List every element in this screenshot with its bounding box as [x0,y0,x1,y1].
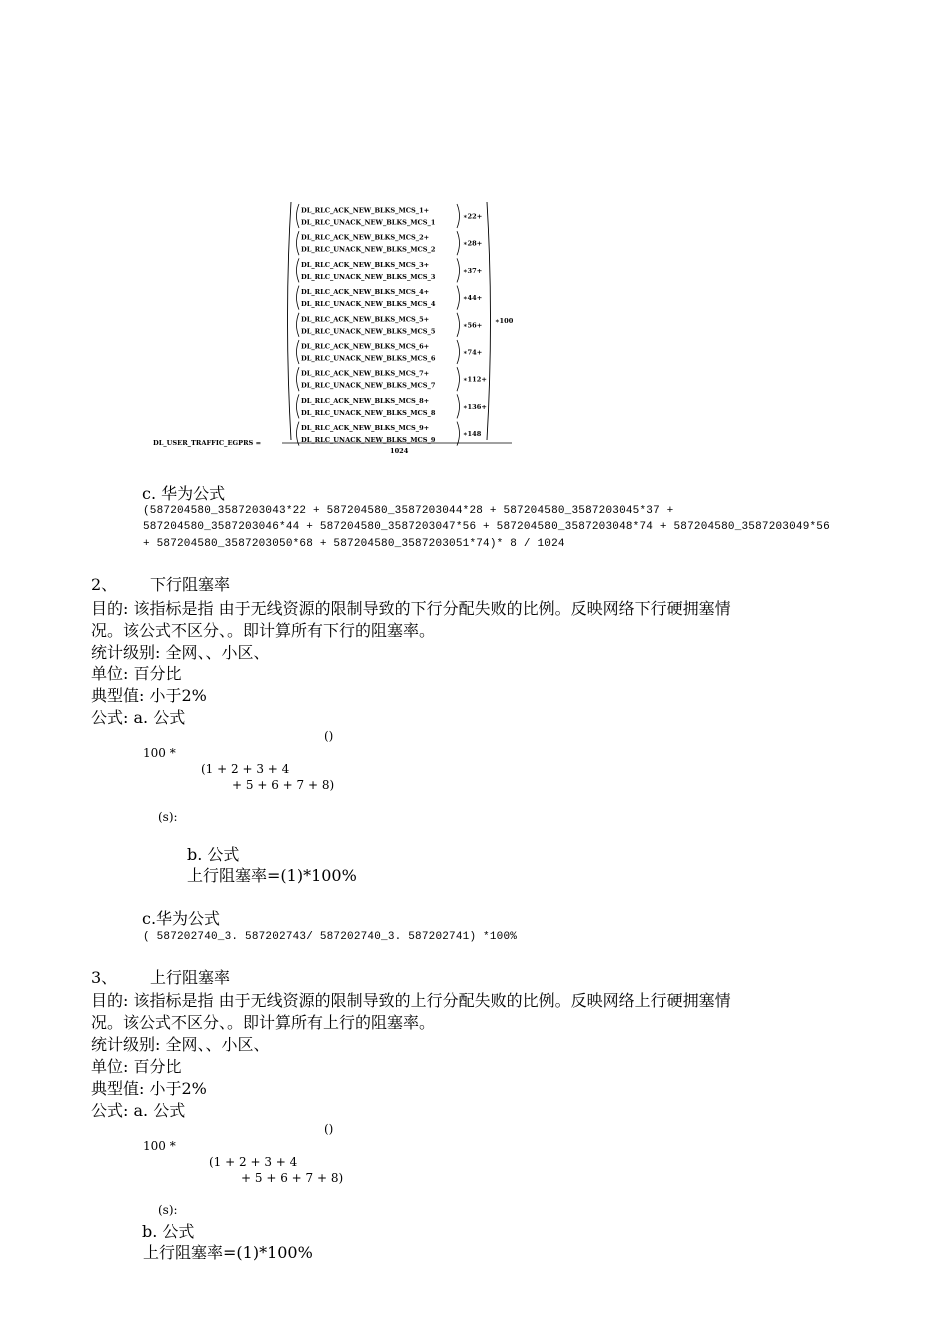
term-coefficient: ∗22+ [463,212,483,221]
section-3-b-heading: b. 公式 [142,1222,195,1241]
term-unack-counter: DL_RLC_UNACK_NEW_BLKS_MCS_5 [301,327,436,336]
term-coefficient: ∗112+ [463,375,487,384]
formula-term-row [297,204,483,228]
section-2-c-heading: c.华为公式 [142,909,221,928]
term-left-paren [297,367,300,391]
section-2-unit: 单位: 百分比 [91,664,182,683]
term-right-paren [457,204,460,228]
formula-term-row [297,231,483,255]
formula-term-row [297,286,483,310]
term-coefficient: ∗148 [463,430,482,439]
outer-right-bracket [487,202,491,440]
term-right-paren [457,367,460,391]
section-2-typical-value: 典型值: 小于2% [91,686,207,705]
section-3-formula-100: 100 * [143,1139,176,1153]
term-left-paren [297,204,300,228]
term-left-paren [297,340,300,364]
term-right-paren [457,286,460,310]
term-right-paren [457,394,460,418]
term-unack-counter: DL_RLC_UNACK_NEW_BLKS_MCS_2 [301,245,436,254]
term-coefficient: ∗44+ [463,294,483,303]
term-right-paren [457,313,460,337]
section-2-formula-line-1: (1 + 2 + 3 + 4 [201,762,290,776]
term-ack-counter: DL_RLC_ACK_NEW_BLKS_MCS_4+ [301,288,430,297]
section-2-formula-paren: () [324,729,334,743]
section-2-formula-label: 公式: a. 公式 [91,708,186,727]
section-3-formula-paren: () [324,1122,334,1136]
section-2-purpose-line-2: 况。该公式不区分、。即计算所有下行的阻塞率。 [91,621,436,640]
term-coefficient: ∗56+ [463,321,483,330]
section-3-formula-line-2: + 5 + 6 + 7 + 8) [241,1171,344,1185]
term-unack-counter: DL_RLC_UNACK_NEW_BLKS_MCS_6 [301,354,436,363]
section-2-formula-s: (s): [158,810,178,824]
section-3-purpose-line-2: 况。该公式不区分、。即计算所有上行的阻塞率。 [91,1013,436,1032]
term-ack-counter: DL_RLC_ACK_NEW_BLKS_MCS_3+ [301,260,430,269]
term-unack-counter: DL_RLC_UNACK_NEW_BLKS_MCS_8 [301,408,436,417]
term-ack-counter: DL_RLC_ACK_NEW_BLKS_MCS_2+ [301,233,430,242]
section-2-c-formula: ( 587202740_3. 587202743/ 587202740_3. 587202741) *100% [143,931,518,943]
term-right-paren [457,258,460,282]
section-3-title: 上行阻塞率 [150,968,231,987]
huawei-formula-line-3: + 587204580_3587203050*68 + 587204580_3587203051*74)* 8 / 1024 [143,538,565,550]
outer-left-bracket [288,202,292,440]
formula-outer-factor: ∗100 [495,317,514,325]
term-coefficient: ∗74+ [463,348,483,357]
section-3-typical-value: 典型值: 小于2% [91,1079,207,1098]
term-left-paren [297,422,300,446]
section-2-formula-line-2: + 5 + 6 + 7 + 8) [232,778,335,792]
formula-lhs: DL_USER_TRAFFIC_EGPRS = [153,439,262,447]
term-left-paren [297,313,300,337]
formula-terms [297,204,487,446]
section-2-stat-level: 统计级别: 全网、、小区、 [91,643,270,662]
term-ack-counter: DL_RLC_ACK_NEW_BLKS_MCS_5+ [301,315,430,324]
huawei-formula-line-1: (587204580_3587203043*22 + 587204580_3587203044*28 + 587204580_3587203045*37 + [143,505,674,517]
section-3-stat-level: 统计级别: 全网、、小区、 [91,1035,270,1054]
term-left-paren [297,258,300,282]
term-unack-counter: DL_RLC_UNACK_NEW_BLKS_MCS_1 [301,218,436,227]
term-coefficient: ∗37+ [463,266,483,275]
section-2-purpose-line-1: 目的: 该指标是指 由于无线资源的限制导致的下行分配失败的比例。反映网络下行硬拥塞情 [91,599,731,618]
term-right-paren [457,231,460,255]
term-right-paren [457,340,460,364]
section-3-b-formula: 上行阻塞率=(1)*100% [143,1243,313,1262]
formula-term-row [297,367,487,391]
section-2-formula-100: 100 * [143,746,176,760]
section-2-b-heading: b. 公式 [187,845,240,864]
term-coefficient: ∗28+ [463,239,483,248]
formula-denominator: 1024 [390,447,409,455]
section-2-number: 2、 [91,575,118,594]
term-unack-counter: DL_RLC_UNACK_NEW_BLKS_MCS_7 [301,381,436,390]
term-ack-counter: DL_RLC_ACK_NEW_BLKS_MCS_9+ [301,424,430,433]
section-2-b-formula: 上行阻塞率=(1)*100% [187,866,357,885]
formula-term-row [297,258,483,282]
term-ack-counter: DL_RLC_ACK_NEW_BLKS_MCS_6+ [301,342,430,351]
section-3-unit: 单位: 百分比 [91,1057,182,1076]
huawei-formula-line-2: 587204580_3587203046*44 + 587204580_3587203047*56 + 587204580_3587203048*74 + 587204580_3587203049*56 [143,521,830,533]
term-left-paren [297,286,300,310]
section-3-purpose-line-1: 目的: 该指标是指 由于无线资源的限制导致的上行分配失败的比例。反映网络上行硬拥塞情 [91,991,731,1010]
formula-term-row [297,340,483,364]
huawei-formula-heading: c. 华为公式 [142,484,226,503]
term-ack-counter: DL_RLC_ACK_NEW_BLKS_MCS_8+ [301,396,430,405]
section-3-formula-line-1: (1 + 2 + 3 + 4 [209,1155,298,1169]
formula-term-row [297,422,482,446]
section-2-title: 下行阻塞率 [150,575,231,594]
section-3-formula-label: 公式: a. 公式 [91,1101,186,1120]
term-ack-counter: DL_RLC_ACK_NEW_BLKS_MCS_7+ [301,369,430,378]
section-3-formula-s: (s): [158,1203,178,1217]
term-unack-counter: DL_RLC_UNACK_NEW_BLKS_MCS_4 [301,300,436,309]
term-ack-counter: DL_RLC_ACK_NEW_BLKS_MCS_1+ [301,206,430,215]
formula-term-row [297,394,487,418]
formula-term-row [297,313,483,337]
term-unack-counter: DL_RLC_UNACK_NEW_BLKS_MCS_9 [301,436,436,445]
term-coefficient: ∗136+ [463,402,487,411]
term-left-paren [297,394,300,418]
dl-user-traffic-egprs-formula [150,198,530,458]
term-right-paren [457,422,460,446]
term-left-paren [297,231,300,255]
term-unack-counter: DL_RLC_UNACK_NEW_BLKS_MCS_3 [301,272,436,281]
section-3-number: 3、 [91,968,118,987]
